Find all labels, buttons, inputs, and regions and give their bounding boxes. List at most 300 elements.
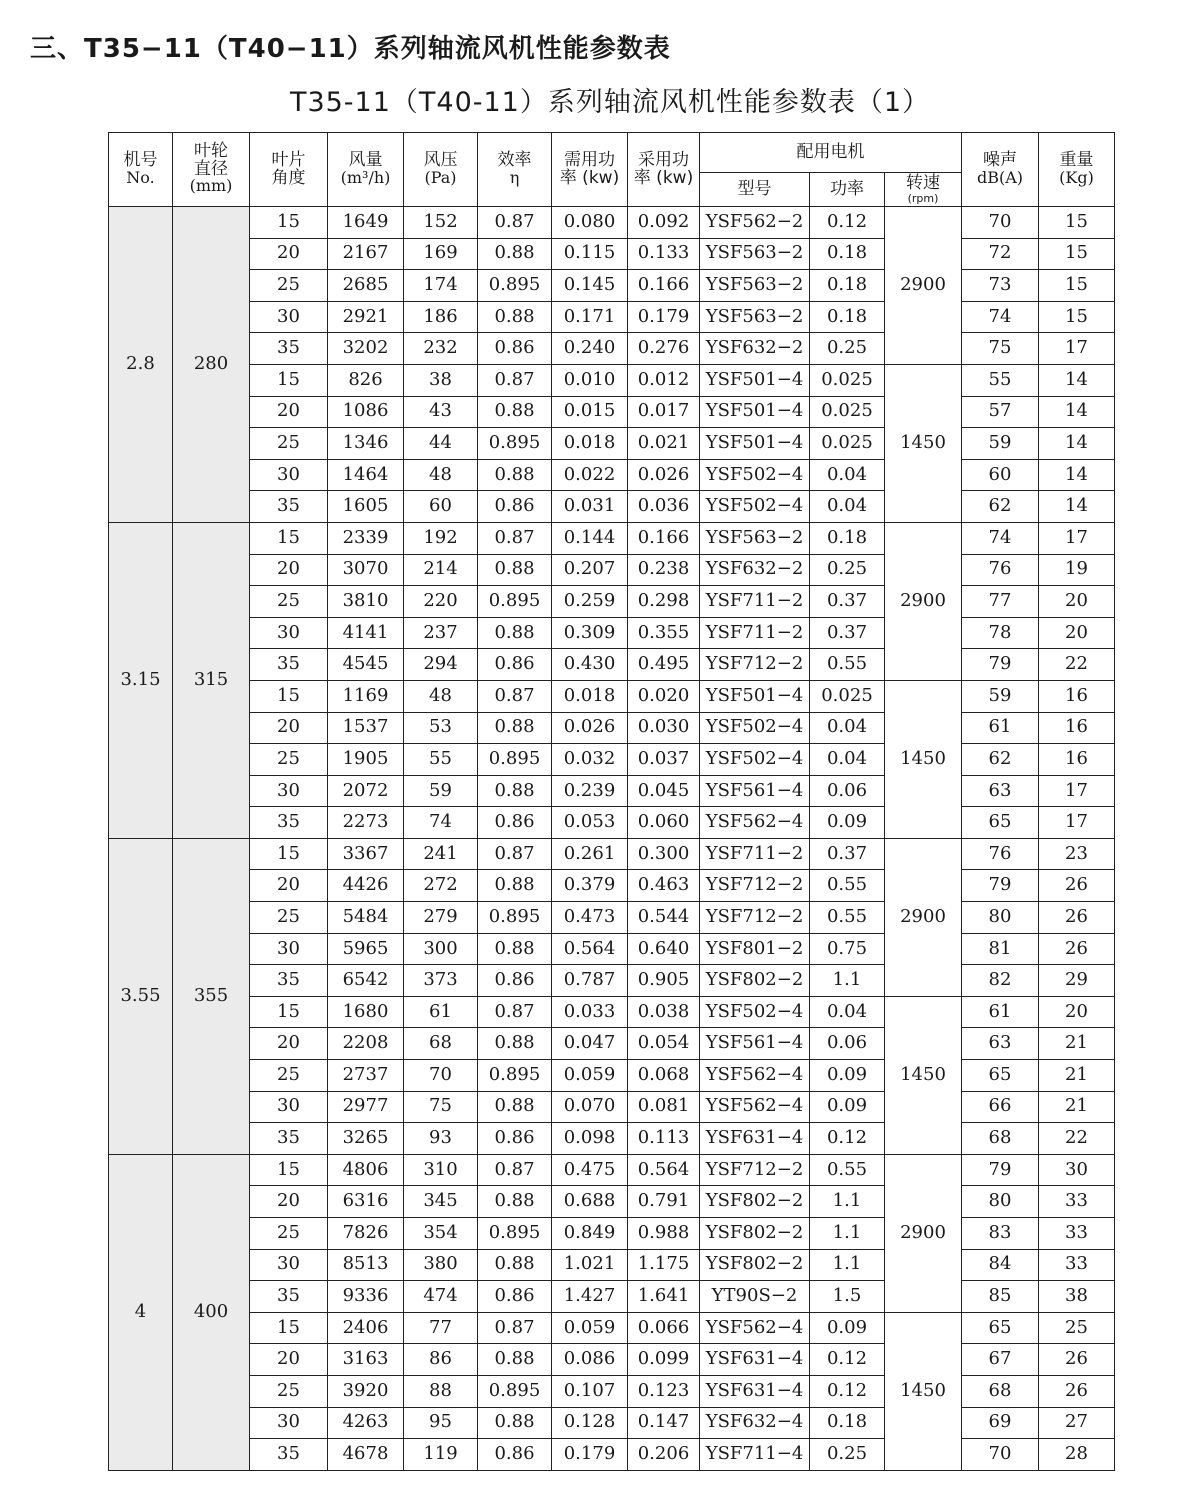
cell-used-power: 0.544 [628,902,700,934]
cell-weight: 30 [1039,1154,1115,1186]
cell-weight: 23 [1039,838,1115,870]
cell-pressure: 77 [404,1312,478,1344]
cell-motor-model: YSF563−2 [700,270,810,302]
cell-blade-angle: 35 [250,807,328,839]
header-airflow: 风量 (m³/h) [328,133,404,207]
cell-pressure: 55 [404,744,478,776]
cell-used-power: 0.564 [628,1154,700,1186]
table-row [109,522,1115,554]
cell-required-power: 0.688 [552,1186,628,1218]
cell-noise: 74 [962,301,1039,333]
cell-pressure: 119 [404,1439,478,1471]
cell-noise: 57 [962,396,1039,428]
cell-noise: 61 [962,996,1039,1028]
cell-required-power: 0.145 [552,270,628,302]
cell-efficiency: 0.88 [478,459,552,491]
cell-motor-model: YSF501−4 [700,680,810,712]
cell-pressure: 53 [404,712,478,744]
header-machine-no: 机号 No. [109,133,173,207]
cell-noise: 79 [962,870,1039,902]
cell-noise: 78 [962,617,1039,649]
cell-motor-speed: 1450 [885,1312,962,1470]
cell-efficiency: 0.86 [478,649,552,681]
cell-efficiency: 0.88 [478,775,552,807]
table-row [109,1186,1115,1218]
header-impeller-diameter: 叶轮 直径 (mm) [173,133,250,207]
cell-motor-power: 0.04 [810,459,885,491]
header-efficiency: 效率 η [478,133,552,207]
cell-motor-power: 0.025 [810,428,885,460]
cell-airflow: 2737 [328,1060,404,1092]
cell-used-power: 0.166 [628,522,700,554]
cell-used-power: 0.092 [628,207,700,239]
table-row [109,333,1115,365]
cell-required-power: 0.086 [552,1344,628,1376]
cell-blade-angle: 30 [250,933,328,965]
cell-efficiency: 0.88 [478,1186,552,1218]
cell-weight: 14 [1039,428,1115,460]
cell-used-power: 0.298 [628,586,700,618]
cell-efficiency: 0.88 [478,1407,552,1439]
cell-efficiency: 0.88 [478,1249,552,1281]
cell-blade-angle: 25 [250,744,328,776]
cell-noise: 70 [962,1439,1039,1471]
cell-efficiency: 0.87 [478,680,552,712]
cell-motor-model: YSF501−4 [700,428,810,460]
cell-airflow: 1605 [328,491,404,523]
cell-required-power: 0.240 [552,333,628,365]
cell-motor-model: YSF631−4 [700,1123,810,1155]
cell-used-power: 0.179 [628,301,700,333]
cell-blade-angle: 35 [250,333,328,365]
cell-efficiency: 0.88 [478,396,552,428]
cell-motor-speed: 1450 [885,364,962,522]
cell-motor-speed: 2900 [885,522,962,680]
cell-noise: 70 [962,207,1039,239]
section-title: 三、T35−11（T40−11）系列轴流风机性能参数表 [30,34,671,64]
cell-airflow: 3265 [328,1123,404,1155]
cell-efficiency: 0.86 [478,333,552,365]
cell-used-power: 0.068 [628,1060,700,1092]
cell-used-power: 0.905 [628,965,700,997]
cell-required-power: 0.018 [552,680,628,712]
cell-motor-model: YSF562−4 [700,1091,810,1123]
cell-motor-power: 0.04 [810,491,885,523]
cell-motor-model: YSF711−4 [700,1439,810,1471]
cell-airflow: 2406 [328,1312,404,1344]
cell-motor-model: YSF802−2 [700,1249,810,1281]
cell-motor-power: 0.12 [810,1344,885,1376]
cell-pressure: 43 [404,396,478,428]
cell-airflow: 2977 [328,1091,404,1123]
cell-motor-model: YSF802−2 [700,1186,810,1218]
cell-motor-speed: 2900 [885,1154,962,1312]
cell-motor-model: YSF711−2 [700,617,810,649]
cell-used-power: 0.036 [628,491,700,523]
cell-required-power: 0.128 [552,1407,628,1439]
cell-airflow: 9336 [328,1281,404,1313]
performance-table [108,132,1115,1471]
cell-motor-model: YSF562−2 [700,207,810,239]
cell-efficiency: 0.88 [478,712,552,744]
table-row [109,933,1115,965]
cell-required-power: 1.021 [552,1249,628,1281]
cell-motor-model: YSF561−4 [700,775,810,807]
table-row [109,1439,1115,1471]
cell-blade-angle: 25 [250,1375,328,1407]
cell-motor-power: 0.37 [810,838,885,870]
cell-efficiency: 0.88 [478,554,552,586]
cell-weight: 15 [1039,238,1115,270]
cell-weight: 16 [1039,712,1115,744]
cell-weight: 15 [1039,270,1115,302]
cell-efficiency: 0.86 [478,807,552,839]
cell-motor-power: 0.09 [810,807,885,839]
cell-motor-power: 0.04 [810,744,885,776]
cell-noise: 69 [962,1407,1039,1439]
table-row [109,1375,1115,1407]
cell-motor-power: 0.55 [810,649,885,681]
cell-weight: 26 [1039,902,1115,934]
cell-required-power: 0.070 [552,1091,628,1123]
cell-required-power: 0.379 [552,870,628,902]
cell-required-power: 0.430 [552,649,628,681]
cell-pressure: 232 [404,333,478,365]
cell-motor-model: YSF712−2 [700,649,810,681]
table-row [109,459,1115,491]
cell-required-power: 0.564 [552,933,628,965]
cell-airflow: 1680 [328,996,404,1028]
header-motor-power: 功率 [810,173,885,207]
cell-used-power: 0.276 [628,333,700,365]
cell-motor-power: 1.1 [810,1218,885,1250]
cell-efficiency: 0.895 [478,1375,552,1407]
table-row [109,965,1115,997]
cell-noise: 76 [962,554,1039,586]
cell-motor-power: 0.09 [810,1091,885,1123]
cell-blade-angle: 35 [250,1439,328,1471]
cell-airflow: 4141 [328,617,404,649]
cell-motor-power: 1.1 [810,965,885,997]
cell-pressure: 68 [404,1028,478,1060]
cell-motor-model: YSF502−4 [700,491,810,523]
table-row [109,1344,1115,1376]
cell-noise: 83 [962,1218,1039,1250]
cell-required-power: 0.107 [552,1375,628,1407]
table-row [109,996,1115,1028]
cell-impeller-diameter: 280 [173,207,250,523]
cell-noise: 59 [962,428,1039,460]
cell-required-power: 0.053 [552,807,628,839]
cell-airflow: 7826 [328,1218,404,1250]
table-body [109,207,1115,1471]
cell-airflow: 6316 [328,1186,404,1218]
cell-noise: 80 [962,902,1039,934]
cell-motor-model: YSF563−2 [700,238,810,270]
header-motor: 配用电机 [700,133,962,173]
cell-efficiency: 0.895 [478,586,552,618]
cell-efficiency: 0.88 [478,301,552,333]
cell-motor-power: 0.18 [810,270,885,302]
cell-airflow: 3070 [328,554,404,586]
table-row [109,238,1115,270]
cell-motor-power: 0.37 [810,617,885,649]
cell-blade-angle: 25 [250,586,328,618]
cell-noise: 75 [962,333,1039,365]
cell-required-power: 0.098 [552,1123,628,1155]
cell-noise: 65 [962,1060,1039,1092]
cell-pressure: 354 [404,1218,478,1250]
cell-weight: 33 [1039,1249,1115,1281]
cell-weight: 28 [1039,1439,1115,1471]
table-row [109,1091,1115,1123]
cell-used-power: 0.037 [628,744,700,776]
cell-motor-power: 0.18 [810,1407,885,1439]
cell-motor-power: 1.5 [810,1281,885,1313]
cell-motor-power: 0.09 [810,1312,885,1344]
cell-used-power: 0.038 [628,996,700,1028]
cell-airflow: 4806 [328,1154,404,1186]
cell-airflow: 4426 [328,870,404,902]
cell-weight: 19 [1039,554,1115,586]
cell-weight: 25 [1039,1312,1115,1344]
cell-pressure: 61 [404,996,478,1028]
table-row [109,554,1115,586]
cell-motor-power: 0.18 [810,301,885,333]
cell-required-power: 0.026 [552,712,628,744]
cell-efficiency: 0.88 [478,1091,552,1123]
cell-motor-power: 0.12 [810,207,885,239]
table-row [109,396,1115,428]
cell-weight: 22 [1039,1123,1115,1155]
cell-noise: 82 [962,965,1039,997]
table-row [109,1218,1115,1250]
table-row [109,680,1115,712]
cell-weight: 16 [1039,680,1115,712]
cell-blade-angle: 20 [250,1186,328,1218]
cell-used-power: 0.099 [628,1344,700,1376]
cell-motor-power: 0.12 [810,1123,885,1155]
cell-motor-model: YSF802−2 [700,965,810,997]
cell-motor-power: 0.025 [810,680,885,712]
cell-efficiency: 0.895 [478,744,552,776]
cell-motor-speed: 1450 [885,680,962,838]
cell-blade-angle: 15 [250,996,328,1028]
cell-motor-model: YSF631−4 [700,1375,810,1407]
cell-motor-power: 0.06 [810,775,885,807]
cell-used-power: 0.238 [628,554,700,586]
cell-efficiency: 0.87 [478,1312,552,1344]
cell-noise: 74 [962,522,1039,554]
cell-blade-angle: 30 [250,617,328,649]
cell-efficiency: 0.87 [478,996,552,1028]
cell-required-power: 0.032 [552,744,628,776]
cell-pressure: 345 [404,1186,478,1218]
cell-motor-model: YSF632−4 [700,1407,810,1439]
cell-motor-model: YSF711−2 [700,586,810,618]
cell-pressure: 214 [404,554,478,586]
cell-required-power: 0.207 [552,554,628,586]
cell-required-power: 0.059 [552,1312,628,1344]
cell-motor-model: YSF502−4 [700,459,810,491]
cell-required-power: 0.239 [552,775,628,807]
cell-motor-power: 0.25 [810,554,885,586]
cell-motor-model: YSF502−4 [700,996,810,1028]
cell-weight: 17 [1039,775,1115,807]
cell-required-power: 0.144 [552,522,628,554]
cell-used-power: 0.113 [628,1123,700,1155]
cell-used-power: 0.030 [628,712,700,744]
cell-motor-speed: 1450 [885,996,962,1154]
cell-pressure: 169 [404,238,478,270]
cell-noise: 67 [962,1344,1039,1376]
cell-airflow: 2208 [328,1028,404,1060]
cell-pressure: 152 [404,207,478,239]
cell-airflow: 4545 [328,649,404,681]
cell-airflow: 826 [328,364,404,396]
cell-airflow: 4263 [328,1407,404,1439]
header-motor-speed: 转速 (rpm) [885,173,962,207]
cell-efficiency: 0.86 [478,491,552,523]
cell-pressure: 279 [404,902,478,934]
cell-used-power: 0.300 [628,838,700,870]
cell-required-power: 1.427 [552,1281,628,1313]
cell-required-power: 0.015 [552,396,628,428]
cell-pressure: 88 [404,1375,478,1407]
cell-blade-angle: 20 [250,1344,328,1376]
cell-noise: 80 [962,1186,1039,1218]
cell-required-power: 0.171 [552,301,628,333]
cell-motor-model: YSF502−4 [700,744,810,776]
cell-noise: 76 [962,838,1039,870]
cell-blade-angle: 25 [250,270,328,302]
table-row [109,1249,1115,1281]
table-row [109,1407,1115,1439]
cell-blade-angle: 15 [250,838,328,870]
cell-weight: 27 [1039,1407,1115,1439]
cell-blade-angle: 35 [250,1281,328,1313]
cell-required-power: 0.115 [552,238,628,270]
cell-weight: 22 [1039,649,1115,681]
cell-weight: 26 [1039,1375,1115,1407]
cell-motor-model: YSF563−2 [700,522,810,554]
cell-motor-model: YSF562−4 [700,1060,810,1092]
cell-airflow: 3202 [328,333,404,365]
cell-weight: 16 [1039,744,1115,776]
cell-impeller-diameter: 315 [173,522,250,838]
cell-weight: 14 [1039,396,1115,428]
cell-weight: 14 [1039,491,1115,523]
cell-efficiency: 0.895 [478,428,552,460]
table-title: T35-11（T40-11）系列轴流风机性能参数表（1） [289,87,931,118]
cell-weight: 17 [1039,807,1115,839]
cell-airflow: 2685 [328,270,404,302]
cell-motor-model: YSF501−4 [700,396,810,428]
cell-required-power: 0.033 [552,996,628,1028]
cell-motor-power: 0.12 [810,1375,885,1407]
cell-impeller-diameter: 355 [173,838,250,1154]
table-row [109,838,1115,870]
cell-noise: 66 [962,1091,1039,1123]
table-row [109,902,1115,934]
cell-blade-angle: 35 [250,649,328,681]
cell-airflow: 5965 [328,933,404,965]
cell-noise: 79 [962,1154,1039,1186]
cell-used-power: 0.066 [628,1312,700,1344]
cell-efficiency: 0.88 [478,238,552,270]
cell-machine-no: 4 [109,1154,173,1470]
cell-blade-angle: 15 [250,207,328,239]
table-row [109,1028,1115,1060]
cell-weight: 21 [1039,1091,1115,1123]
cell-weight: 15 [1039,207,1115,239]
table-row [109,744,1115,776]
cell-pressure: 48 [404,459,478,491]
cell-efficiency: 0.87 [478,1154,552,1186]
cell-efficiency: 0.87 [478,838,552,870]
cell-weight: 38 [1039,1281,1115,1313]
cell-used-power: 0.123 [628,1375,700,1407]
cell-motor-power: 0.18 [810,238,885,270]
cell-efficiency: 0.87 [478,364,552,396]
cell-used-power: 0.495 [628,649,700,681]
cell-noise: 81 [962,933,1039,965]
cell-weight: 17 [1039,333,1115,365]
cell-pressure: 38 [404,364,478,396]
cell-motor-power: 0.25 [810,1439,885,1471]
cell-weight: 15 [1039,301,1115,333]
cell-motor-power: 0.37 [810,586,885,618]
cell-used-power: 0.054 [628,1028,700,1060]
cell-motor-power: 0.025 [810,364,885,396]
cell-motor-power: 0.25 [810,333,885,365]
table-row [109,301,1115,333]
table-row [109,491,1115,523]
cell-pressure: 93 [404,1123,478,1155]
cell-impeller-diameter: 400 [173,1154,250,1470]
table-row [109,712,1115,744]
cell-motor-power: 0.09 [810,1060,885,1092]
cell-pressure: 474 [404,1281,478,1313]
cell-efficiency: 0.86 [478,1439,552,1471]
cell-airflow: 3367 [328,838,404,870]
cell-blade-angle: 25 [250,902,328,934]
cell-pressure: 294 [404,649,478,681]
cell-pressure: 241 [404,838,478,870]
cell-blade-angle: 30 [250,1091,328,1123]
cell-motor-power: 0.55 [810,902,885,934]
cell-motor-model: YSF562−4 [700,807,810,839]
cell-used-power: 0.060 [628,807,700,839]
cell-efficiency: 0.86 [478,965,552,997]
cell-motor-model: YSF712−2 [700,870,810,902]
cell-motor-power: 0.04 [810,996,885,1028]
cell-used-power: 0.045 [628,775,700,807]
cell-airflow: 1169 [328,680,404,712]
cell-machine-no: 3.55 [109,838,173,1154]
cell-pressure: 86 [404,1344,478,1376]
header-weight: 重量 (Kg) [1039,133,1115,207]
cell-used-power: 0.017 [628,396,700,428]
cell-required-power: 0.473 [552,902,628,934]
cell-motor-power: 0.18 [810,522,885,554]
cell-noise: 79 [962,649,1039,681]
table-row [109,870,1115,902]
cell-airflow: 2072 [328,775,404,807]
cell-motor-model: YSF563−2 [700,301,810,333]
cell-weight: 14 [1039,459,1115,491]
cell-weight: 17 [1039,522,1115,554]
